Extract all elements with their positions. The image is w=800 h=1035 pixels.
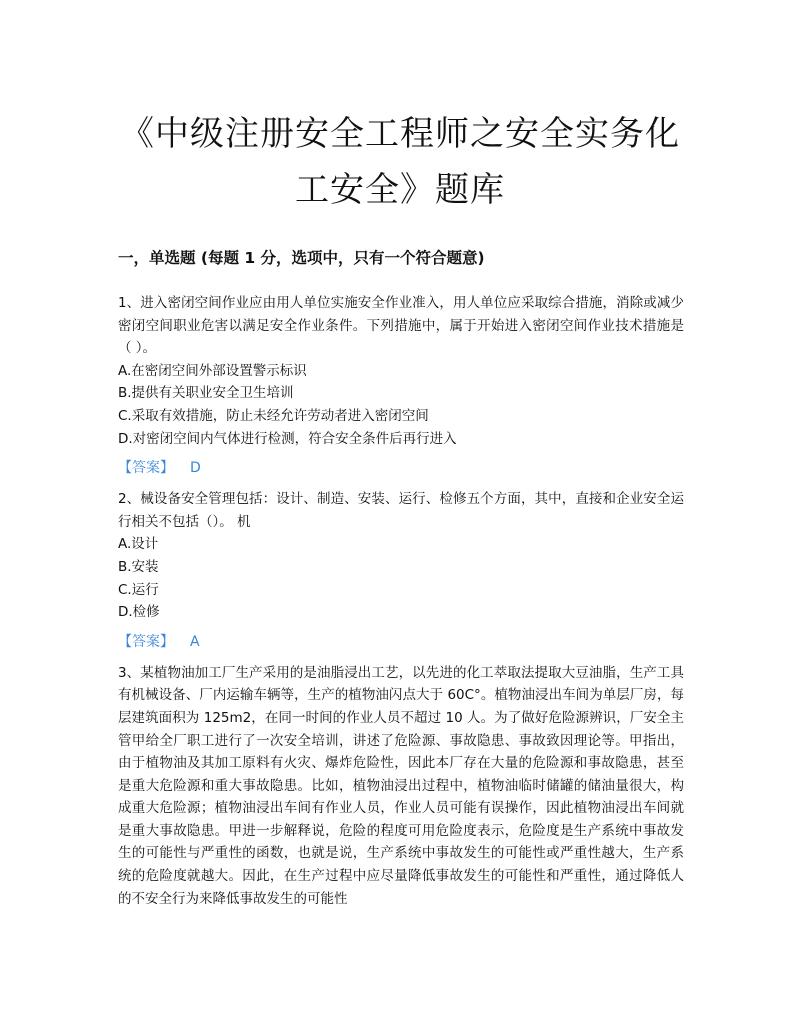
question-list <box>118 292 684 910</box>
question-text: 1、进入密闭空间作业应由用人单位实施安全作业准入，用人单位应采取综合措施，消除或减少密闭空间职业危害以满足安全作业条件。下列措施中，属于开始进入密闭空间作业技术措施是（ ）。 <box>118 295 684 357</box>
question-1 <box>118 292 684 479</box>
answer-value: A <box>190 633 200 650</box>
option-a: A.设计 <box>118 536 159 553</box>
option-c: C.采取有效措施，防止未经允许劳动者进入密闭空间 <box>118 407 429 424</box>
option-a: A.在密闭空间外部设置警示标识 <box>118 362 307 379</box>
option-d: D.检修 <box>118 604 160 621</box>
answer-line <box>118 457 684 479</box>
answer-label: 【答案】 <box>118 633 174 650</box>
question-3 <box>118 662 684 911</box>
answer-label: 【答案】 <box>118 460 174 477</box>
option-b: B.提供有关职业安全卫生培训 <box>118 385 294 402</box>
section-heading: 一，单选题 (每题 1 分，选项中，只有一个符合题意) <box>118 249 485 267</box>
option-d: D.对密闭空间内气体进行检测，符合安全条件后再行进入 <box>118 430 457 447</box>
question-text: 2、械设备安全管理包括：设计、制造、安装、运行、检修五个方面，其中，直接和企业安全运行相关不包括（）。 机 <box>118 491 684 530</box>
option-c: C.运行 <box>118 581 159 598</box>
answer-line <box>118 631 684 653</box>
answer-value: D <box>190 460 201 477</box>
option-b: B.安装 <box>118 558 159 575</box>
question-text: 3、某植物油加工厂生产采用的是油脂浸出工艺，以先进的化工萃取法提取大豆油脂，生产工具有机械设备、厂内运输车辆等，生产的植物油闪点大于 60C°。植物油浸出车间为单层厂房，每层建筑面积为 125m2，在同一时间的作业人员不超过 10 人。为了做好危险源辨识，厂安全主管甲给全厂职工进行了一次安全培训，讲述了危险源、事故隐患、事故致因理论等。甲指出，由于植物油及其加工原料有火灾、爆炸危险性，因此本厂存在大量的危险源和事故隐患，甚至是重大危险源和重大事故隐患。比如，植物油浸出过程中，植物油临时储罐的储油量很大，构成重大危险源；植物油浸出车间有作业人员，作业人员可能有误操作，因此植物油浸出车间就是重大事故隐患。甲进一步解释说，危险的程度可用危险度表示，危险度是生产系统中事故发生的可能性与严重性的函数，也就是说，生产系统中事故发生的可能性或严重性越大，生产系统的危险度就越大。因此，在生产过程中应尽量降低事故发生的可能性和严重性，通过降低人的不安全行为来降低事故发生的可能性 <box>118 664 684 907</box>
question-2 <box>118 488 684 653</box>
document-title: 《中级注册安全工程师之安全实务化工安全》题库 <box>120 114 680 210</box>
